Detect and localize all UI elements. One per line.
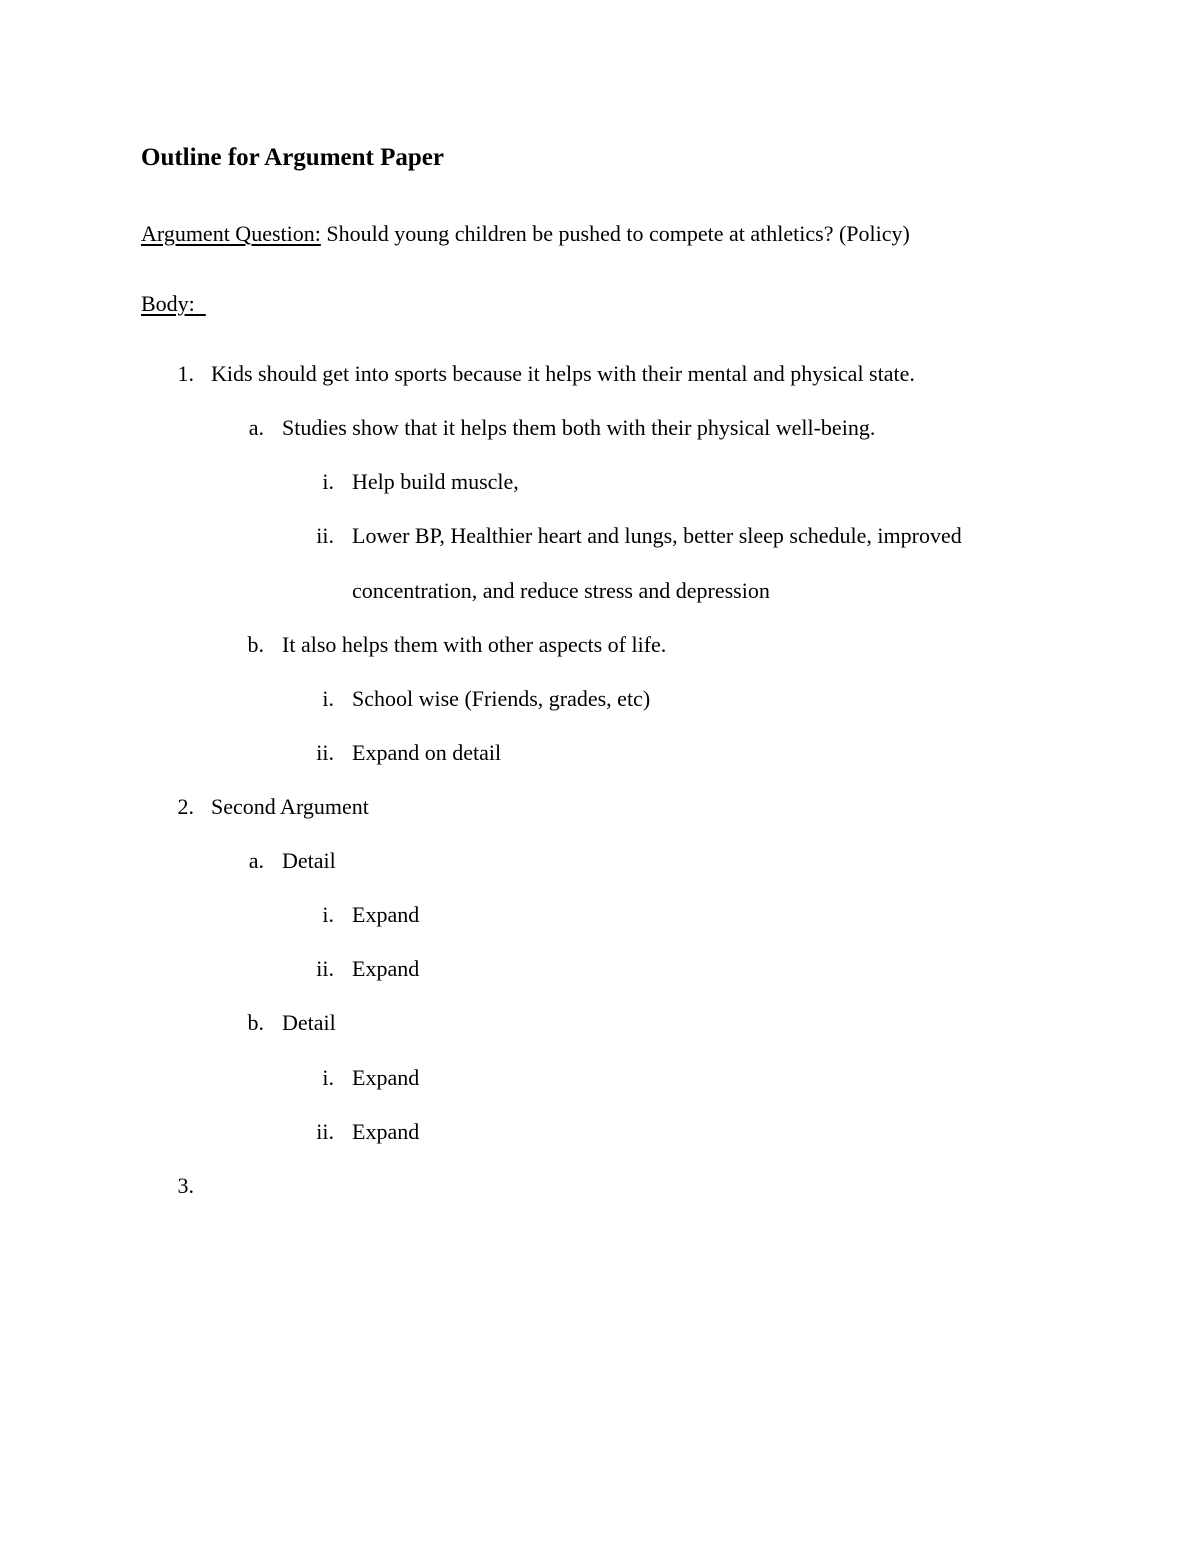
outline-item-1a: Studies show that it helps them both with their physical well-being. [282, 415, 876, 440]
outline-marker-1b-i: i. [322, 686, 334, 711]
argument-question-label: Argument Question: [141, 221, 321, 246]
body-label: Body: [141, 291, 195, 316]
outline-item-2b-ii: Expand [352, 1119, 420, 1144]
body-heading [141, 289, 206, 319]
outline-item-1b-i: School wise (Friends, grades, etc) [352, 686, 651, 711]
outline-marker-2a: a. [248, 848, 264, 873]
outline-item-1a-ii: Lower BP, Healthier heart and lungs, better sleep schedule, improved [352, 523, 962, 548]
outline-item-1: Kids should get into sports because it helps with their mental and physical state. [211, 361, 915, 386]
outline-item-2a: Detail [282, 848, 336, 873]
outline-item-2a-ii: Expand [352, 956, 420, 981]
outline-marker-1a: a. [248, 415, 264, 440]
outline-item-1a-i: Help build muscle, [352, 469, 519, 494]
page-title: Outline for Argument Paper [141, 144, 444, 171]
outline-marker-1b: b. [247, 632, 264, 657]
outline-marker-2a-i: i. [322, 902, 334, 927]
outline-marker-3: 3. [177, 1173, 194, 1198]
outline-item-2b: Detail [282, 1010, 336, 1035]
outline-marker-2: 2. [177, 794, 194, 819]
outline-marker-1: 1. [177, 361, 194, 386]
outline-item-2a-i: Expand [352, 902, 420, 927]
argument-question-text: Should young children be pushed to compete at athletics? (Policy) [320, 221, 910, 246]
outline-marker-2a-ii: ii. [316, 956, 334, 981]
outline-marker-1b-ii: ii. [316, 740, 334, 765]
outline-item-1b-ii: Expand on detail [352, 740, 502, 765]
outline-marker-1a-ii: ii. [316, 523, 334, 548]
outline-marker-2b: b. [247, 1010, 264, 1035]
outline-marker-1a-i: i. [322, 469, 334, 494]
outline-marker-2b-ii: ii. [316, 1119, 334, 1144]
outline-marker-2b-i: i. [322, 1065, 334, 1090]
outline-item-1b: It also helps them with other aspects of life. [282, 632, 667, 657]
outline-item-2b-i: Expand [352, 1065, 420, 1090]
outline-item-2: Second Argument [211, 794, 369, 819]
outline-item-1a-ii-continuation: concentration, and reduce stress and depression [352, 578, 770, 603]
argument-question-line [141, 219, 910, 249]
